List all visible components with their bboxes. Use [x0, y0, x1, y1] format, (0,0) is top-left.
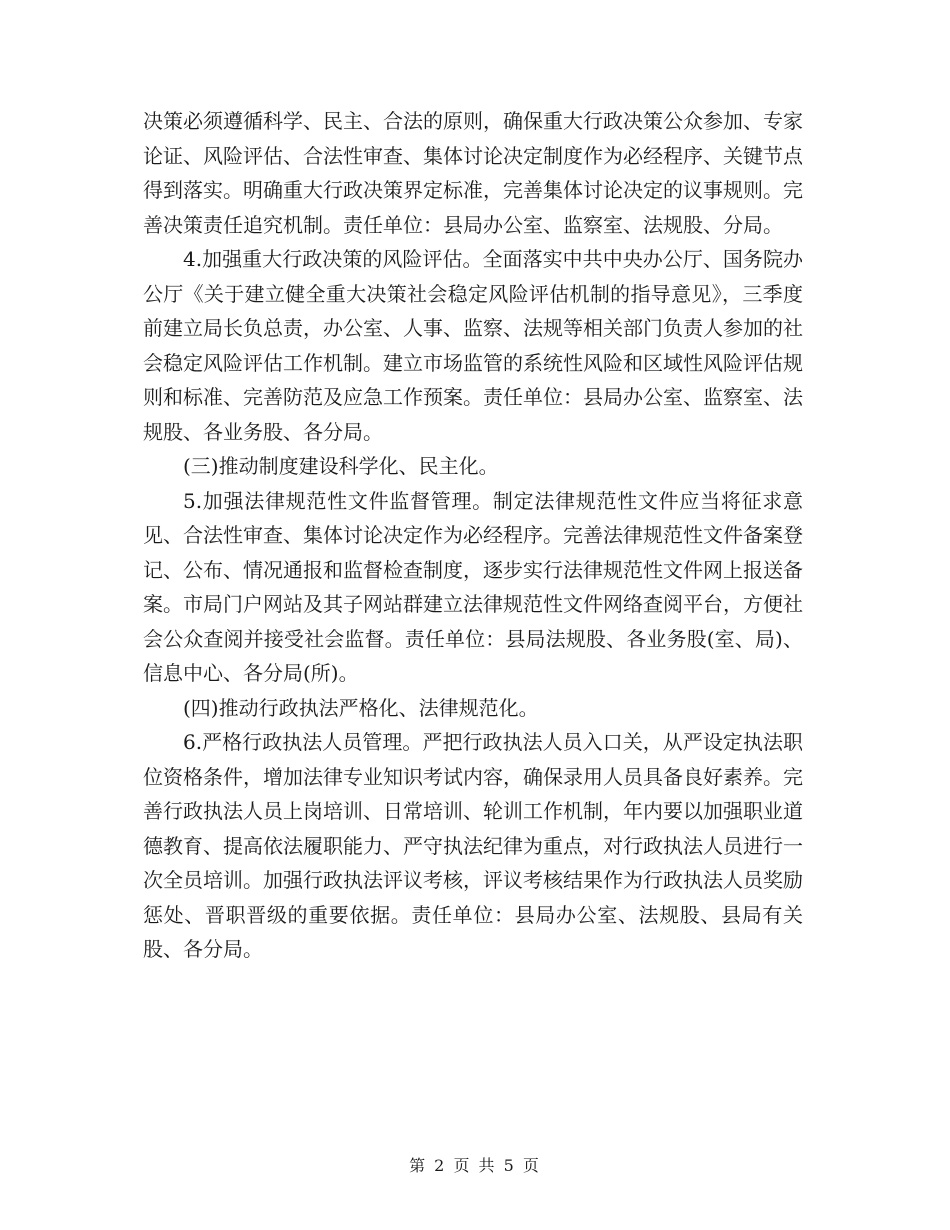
section-heading-3: (三)推动制度建设科学化、民主化。: [183, 454, 499, 478]
paragraph-item-4: 4.加强重大行政决策的风险评估。全面落实中共中央办公厅、国务院办公厅《关于建立健全重大决策社会稳定风险评估机制的指导意见》，三季度前建立局长负总责，办公室、人事、监察、法规等相关部门负责人参加的社会稳定风险评估工作机制。建立市场监管的系统性风险和区域性风险评估规则和标准、完善防范及应急工作预案。责任单位：县局办公室、监察室、法规股、各业务股、各分局。: [143, 247, 803, 444]
paragraph-item-5: 5.加强法律规范性文件监督管理。制定法律规范性文件应当将征求意见、合法性审查、集体讨论决定作为必经程序。完善法律规范性文件备案登记、公布、情况通报和监督检查制度，逐步实行法律规范性文件网上报送备案。市局门户网站及其子网站群建立法律规范性文件网络查阅平台，方便社会公众查阅并接受社会监督。责任单位：县局法规股、各业务股(室、局)、信息中心、各分局(所)。: [143, 488, 803, 685]
section-heading-4: (四)推动行政执法严格化、法律规范化。: [183, 695, 539, 720]
paragraph-item-6: 6.严格行政执法人员管理。严把行政执法人员入口关，从严设定执法职位资格条件，增加法律专业知识考试内容，确保录用人员具备良好素养。完善行政执法人员上岗培训、日常培训、轮训工作机制，年内要以加强职业道德教育、提高依法履职能力、严守执法纪律为重点，对行政执法人员进行一次全员培训。加强行政执法评议考核，评议考核结果作为行政执法人员奖励惩处、晋职晋级的重要依据。责任单位：县局办公室、法规股、县局有关股、各分局。: [143, 730, 803, 961]
page-number-footer: 第 2 页 共 5 页: [409, 1156, 541, 1175]
paragraph-continued: 决策必须遵循科学、民主、合法的原则，确保重大行政决策公众参加、专家论证、风险评估、合法性审查、集体讨论决定制度作为必经程序、关键节点得到落实。明确重大行政决策界定标准，完善集体讨论决定的议事规则。完善决策责任追究机制。责任单位：县局办公室、监察室、法规股、分局。: [143, 109, 803, 237]
document-body: [143, 104, 803, 967]
